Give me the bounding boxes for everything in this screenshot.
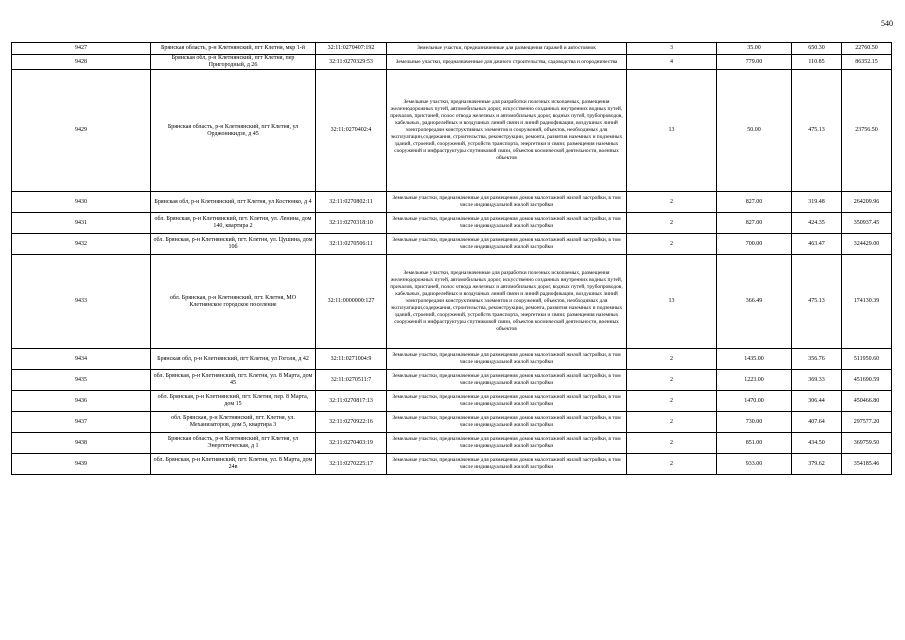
row-land-use: Земельные участки, предназначенные для размещения домов малоэтажной жилой застройки, в том числе индивидуальной жилой застройки — [387, 213, 627, 234]
row-cadastral-number: 32:11:0270817:13 — [316, 391, 387, 412]
row-area: 1223.00 — [717, 370, 792, 391]
row-group: 3 — [627, 43, 717, 55]
row-number: 9437 — [12, 412, 151, 433]
row-area: 50.00 — [717, 70, 792, 192]
row-cadastral-number: 32:11:0270318:10 — [316, 213, 387, 234]
row-area: 730.00 — [717, 412, 792, 433]
row-cadastral-number: 32:11:0270225:17 — [316, 454, 387, 475]
row-land-use: Земельные участки, предназначенные для размещения домов малоэтажной жилой застройки, в том числе индивидуальной жилой застройки — [387, 454, 627, 475]
row-land-use: Земельные участки, предназначенные для размещения домов малоэтажной жилой застройки, в том числе индивидуальной жилой застройки — [387, 234, 627, 255]
row-address: Брянская область, р-н Клетнянский, пгт Клетня, ул Орджоникидзе, д 45 — [151, 70, 316, 192]
row-address: обл. Брянская, р-н Клетнянский, пгт. Клетня, ул. Цушина, дом 10б — [151, 234, 316, 255]
cadastral-value-table — [11, 42, 892, 475]
row-cadastral-number: 32:11:0270922:16 — [316, 412, 387, 433]
row-group: 2 — [627, 412, 717, 433]
table-row — [12, 391, 892, 412]
row-area: 827.00 — [717, 213, 792, 234]
row-rate: 379.62 — [792, 454, 842, 475]
row-cadastral-value: 511950.60 — [842, 349, 892, 370]
row-rate: 424.35 — [792, 213, 842, 234]
table-row — [12, 213, 892, 234]
row-group: 4 — [627, 55, 717, 70]
row-cadastral-value: 450466.80 — [842, 391, 892, 412]
row-address: обл. Брянская, р-н Клетнянский, пгт. Клетня, ул. Ленина, дом 140, квартира 2 — [151, 213, 316, 234]
row-group: 13 — [627, 70, 717, 192]
row-number: 9434 — [12, 349, 151, 370]
row-land-use: Земельные участки, предназначенные для размещения домов малоэтажной жилой застройки, в том числе индивидуальной жилой застройки — [387, 433, 627, 454]
row-address: обл. Брянская, р-н Клетнянский, пгт. Клетня, МО Клетнянское городское поселение — [151, 255, 316, 349]
row-cadastral-value: 369759.50 — [842, 433, 892, 454]
row-area: 1470.00 — [717, 391, 792, 412]
table-row — [12, 255, 892, 349]
row-cadastral-number: 32:11:0000000:127 — [316, 255, 387, 349]
row-land-use: Земельные участки, предназначенные для размещения домов малоэтажной жилой застройки, в том числе индивидуальной жилой застройки — [387, 391, 627, 412]
row-group: 13 — [627, 255, 717, 349]
row-cadastral-value: 350937.45 — [842, 213, 892, 234]
row-number: 9435 — [12, 370, 151, 391]
row-area: 827.00 — [717, 192, 792, 213]
row-rate: 319.48 — [792, 192, 842, 213]
row-number: 9430 — [12, 192, 151, 213]
row-number: 9438 — [12, 433, 151, 454]
row-land-use: Земельные участки, предназначенные для размещения домов малоэтажной жилой застройки, в том числе индивидуальной жилой застройки — [387, 412, 627, 433]
table-row — [12, 192, 892, 213]
row-cadastral-value: 22760.50 — [842, 43, 892, 55]
row-cadastral-number: 32:11:0270407:192 — [316, 43, 387, 55]
table-row — [12, 349, 892, 370]
row-number: 9432 — [12, 234, 151, 255]
row-cadastral-value: 86352.15 — [842, 55, 892, 70]
row-address: Брянская обл, р-н Клетнянский, пгт Клетня, пер Пригородный, д 26 — [151, 55, 316, 70]
row-cadastral-value: 264209.96 — [842, 192, 892, 213]
row-group: 2 — [627, 454, 717, 475]
row-rate: 650.30 — [792, 43, 842, 55]
row-rate: 356.76 — [792, 349, 842, 370]
row-land-use: Земельные участки, предназначенные для размещения домов малоэтажной жилой застройки, в том числе индивидуальной жилой застройки — [387, 349, 627, 370]
table-row — [12, 70, 892, 192]
row-area: 700.00 — [717, 234, 792, 255]
row-cadastral-number: 32:11:0270329:53 — [316, 55, 387, 70]
row-cadastral-value: 324429.00 — [842, 234, 892, 255]
row-group: 2 — [627, 370, 717, 391]
row-number: 9439 — [12, 454, 151, 475]
row-cadastral-number: 32:11:0271004:9 — [316, 349, 387, 370]
row-address: Брянская область, р-н Клетнянский, пгт Клетня, ул Энергетическая, д 1 — [151, 433, 316, 454]
table-row — [12, 412, 892, 433]
row-area: 35.00 — [717, 43, 792, 55]
row-group: 2 — [627, 213, 717, 234]
table-row — [12, 370, 892, 391]
page-number: 540 — [881, 19, 893, 28]
row-address: обл. Брянская, р-н Клетнянский, пгт. Клетня, ул. Механизаторов, дом 5, квартира 3 — [151, 412, 316, 433]
row-land-use: Земельные участки, предназначенные для дачного строительства, садоводства и огородничества — [387, 55, 627, 70]
row-number: 9433 — [12, 255, 151, 349]
row-cadastral-number: 32:11:0270511:7 — [316, 370, 387, 391]
table-row — [12, 234, 892, 255]
row-address: обл. Брянская, р-н Клетнянский, пгт. Клетня, ул. 8 Марта, дом 45 — [151, 370, 316, 391]
row-number: 9428 — [12, 55, 151, 70]
row-number: 9427 — [12, 43, 151, 55]
table-row — [12, 43, 892, 55]
row-land-use: Земельные участки, предназначенные для размещения домов малоэтажной жилой застройки, в том числе индивидуальной жилой застройки — [387, 192, 627, 213]
table-row — [12, 454, 892, 475]
row-address: Брянская обл, р-н Клетнянский, пгт Клетня, ул Костюнко, д 4 — [151, 192, 316, 213]
row-land-use: Земельные участки, предназначенные для разработки полезных ископаемых, размещения железнодорожных путей, автомобильных дорог, искусственно созданных внутренних водных путей, причалов, пристаней, полос отвода железных и автомобильных дорог, водных путей, трубопроводов, кабельных, радиорелейных и воздушных линий связи и линий радиофикации, воздушных линий электропередачи конструктивных элементов и сооружений, объектов, необходимых для эксплуатации,содержания, строительства, реконструкции, ремонта, развития наземных и подземных зданий, строений, сооружений, устройств транспорта, энергетики и связи; размещения наземных сооружений и инфраструктуры спутниковой связи, объектов космической деятельности, военных объектов — [387, 70, 627, 192]
row-address: обл. Брянская, р-н Клетнянский, пгт. Клетня, пер. 8 Марта, дом 15 — [151, 391, 316, 412]
row-rate: 475.13 — [792, 70, 842, 192]
row-land-use: Земельные участки, предназначенные для размещения гаражей и автостоянок — [387, 43, 627, 55]
row-land-use: Земельные участки, предназначенные для разработки полезных ископаемых, размещения железнодорожных путей, автомобильных дорог, искусственно созданных внутренних водных путей, причалов, пристаней, полос отвода железных и автомобильных дорог, водных путей, трубопроводов, кабельных, радиорелейных и воздушных линий связи и линий радиофикации, воздушных линий электропередачи конструктивных элементов и сооружений, объектов, необходимых для эксплуатации,содержания, строительства, реконструкции, ремонта, развития наземных и подземных зданий, строений, сооружений, устройств транспорта, энергетики и связи; размещения наземных сооружений и инфраструктуры спутниковой связи, объектов космической деятельности, военных объектов — [387, 255, 627, 349]
row-address: Брянская обл, р-н Клетнянский, пгт Клетня, ул Гоголя, д 42 — [151, 349, 316, 370]
row-group: 2 — [627, 234, 717, 255]
row-land-use: Земельные участки, предназначенные для размещения домов малоэтажной жилой застройки, в том числе индивидуальной жилой застройки — [387, 370, 627, 391]
row-area: 779.00 — [717, 55, 792, 70]
row-cadastral-number: 32:11:0270506:11 — [316, 234, 387, 255]
table-row — [12, 55, 892, 70]
row-group: 2 — [627, 433, 717, 454]
row-cadastral-value: 174130.39 — [842, 255, 892, 349]
row-number: 9429 — [12, 70, 151, 192]
row-cadastral-value: 354185.46 — [842, 454, 892, 475]
row-number: 9431 — [12, 213, 151, 234]
row-area: 933.00 — [717, 454, 792, 475]
row-area: 851.00 — [717, 433, 792, 454]
row-rate: 110.85 — [792, 55, 842, 70]
row-number: 9436 — [12, 391, 151, 412]
row-cadastral-value: 451690.59 — [842, 370, 892, 391]
row-address: обл. Брянская, р-н Клетнянский, пгт. Клетня, ул. 8 Марта, дом 24в — [151, 454, 316, 475]
row-cadastral-value: 23756.50 — [842, 70, 892, 192]
row-rate: 475.13 — [792, 255, 842, 349]
row-cadastral-number: 32:11:0270802:11 — [316, 192, 387, 213]
row-group: 2 — [627, 391, 717, 412]
row-rate: 369.33 — [792, 370, 842, 391]
row-group: 2 — [627, 349, 717, 370]
row-cadastral-number: 32:11:0270403:19 — [316, 433, 387, 454]
row-cadastral-value: 297577.20 — [842, 412, 892, 433]
row-rate: 463.47 — [792, 234, 842, 255]
table-row — [12, 433, 892, 454]
row-rate: 306.44 — [792, 391, 842, 412]
row-rate: 407.64 — [792, 412, 842, 433]
row-area: 366.49 — [717, 255, 792, 349]
row-rate: 434.50 — [792, 433, 842, 454]
row-address: Брянская область, р-н Клетнянский, пгт Клетня, мкр 1-й — [151, 43, 316, 55]
row-group: 2 — [627, 192, 717, 213]
row-cadastral-number: 32:11:0270402:4 — [316, 70, 387, 192]
row-area: 1435.00 — [717, 349, 792, 370]
